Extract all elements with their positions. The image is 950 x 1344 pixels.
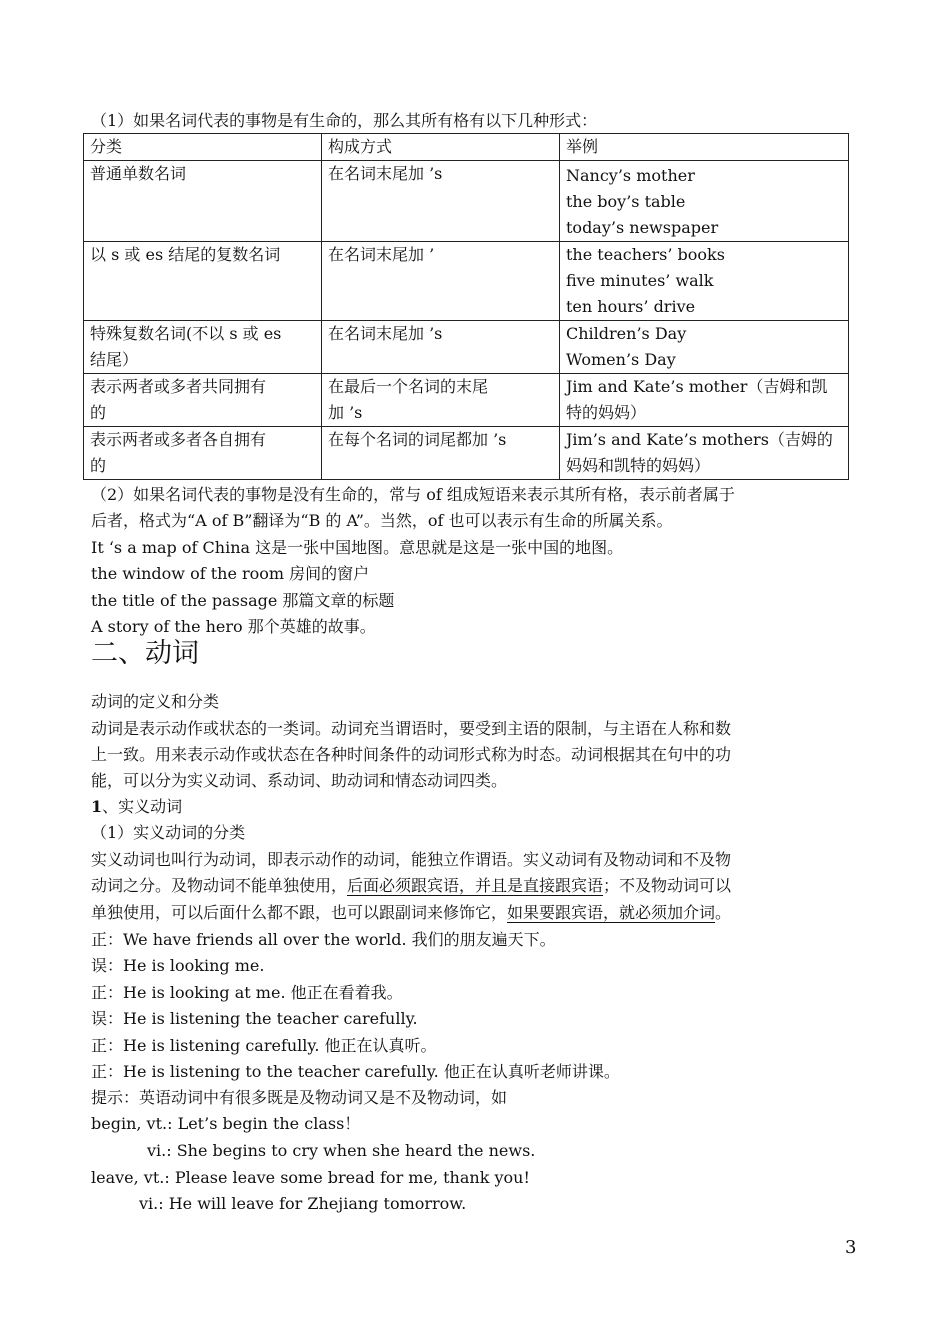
examples-cell: the teachers’ books five minutes’ walk ten hours’ drive — [560, 242, 849, 321]
examples-cell: Jim’s and Kate’s mothers（吉姆的 妈妈和凯特的妈妈） — [560, 427, 849, 480]
example-sentence: 正：He is looking at me. 他正在看着我。 — [91, 983, 403, 1002]
page-number: 3 — [845, 1237, 857, 1258]
example-sentence: It ‘s a map of China 这是一张中国地图。意思就是这是一张中国的地图。 — [91, 538, 624, 557]
paragraph-line — [91, 876, 731, 896]
header-examples: 举例 — [560, 134, 849, 161]
table-row — [84, 427, 849, 480]
paragraph-line — [91, 903, 731, 923]
example-sentence: begin, vt.: Let’s begin the class！ — [91, 1114, 361, 1133]
underlined-text: 后面必须跟宾语，并且是直接跟宾语 — [347, 876, 604, 895]
example-sentence: vi.: He will leave for Zhejiang tomorrow. — [139, 1194, 467, 1213]
subsection-subtitle: （1）实义动词的分类 — [91, 823, 246, 842]
text-span: ；不及物动词可以 — [603, 876, 732, 895]
example-sentence: A story of the hero 那个英雄的故事。 — [91, 617, 376, 636]
table-row — [84, 374, 849, 427]
table-header-row — [84, 134, 849, 161]
category-cell: 特殊复数名词(不以 s 或 es 结尾） — [84, 321, 322, 374]
example-sentence: vi.: She begins to cry when she heard the news. — [147, 1141, 536, 1160]
example-sentence: 正：He is listening carefully. 他正在认真听。 — [91, 1036, 437, 1055]
paragraph-line: 后者，格式为“A of B”翻译为“B 的 A”。当然，of 也可以表示有生命的所属关系。 — [91, 511, 673, 530]
method-cell: 在名词末尾加 ’s — [322, 321, 560, 374]
paragraph-line: 能，可以分为实义动词、系动词、助动词和情态动词四类。 — [91, 771, 508, 790]
example-sentence: 误：He is looking me. — [91, 956, 265, 975]
header-category: 分类 — [84, 134, 322, 161]
section-heading: 二、动词 — [91, 638, 199, 669]
method-cell: 在名词末尾加 ’ — [322, 242, 560, 321]
method-cell: 在名词末尾加 ’s — [322, 161, 560, 242]
text-span: 。 — [715, 903, 732, 922]
examples-cell: Nancy’s mother the boy’s table today’s newspaper — [560, 161, 849, 242]
paragraph-line: （2）如果名词代表的事物是没有生命的，常与 of 组成短语来表示其所有格，表示前者属于 — [91, 485, 735, 504]
text-span: 单独使用，可以后面什么都不跟，也可以跟副词来修饰它， — [91, 903, 508, 922]
tip-line: 提示：英语动词中有很多既是及物动词又是不及物动词，如 — [91, 1088, 508, 1107]
example-sentence: leave, vt.: Please leave some bread for me, thank you! — [91, 1168, 530, 1187]
underlined-text: 如果要跟宾语，就必须加介词 — [507, 903, 716, 922]
method-cell: 在每个名词的词尾都加 ’s — [322, 427, 560, 480]
example-sentence: 误：He is listening the teacher carefully. — [91, 1009, 418, 1028]
example-sentence: 正：He is listening to the teacher carefully. 他正在认真听老师讲课。 — [91, 1062, 620, 1081]
table-row — [84, 242, 849, 321]
text-span: 动词之分。及物动词不能单独使用， — [91, 876, 348, 895]
example-sentence: the title of the passage 那篇文章的标题 — [91, 591, 395, 610]
category-cell: 表示两者或多者各自拥有 的 — [84, 427, 322, 480]
possessive-table — [83, 133, 849, 480]
category-cell: 表示两者或多者共同拥有 的 — [84, 374, 322, 427]
subheading: 动词的定义和分类 — [91, 692, 220, 711]
table-row — [84, 161, 849, 242]
header-method: 构成方式 — [322, 134, 560, 161]
paragraph-line: 动词是表示动作或状态的一类词。动词充当谓语时，要受到主语的限制，与主语在人称和数 — [91, 719, 732, 738]
example-sentence: the window of the room 房间的窗户 — [91, 564, 370, 583]
subsection-label: 、实义动词 — [102, 797, 183, 816]
category-cell: 普通单数名词 — [84, 161, 322, 242]
examples-cell: Children’s Day Women’s Day — [560, 321, 849, 374]
subsection-number: 1 — [91, 797, 103, 816]
method-cell: 在最后一个名词的末尾 加 ’s — [322, 374, 560, 427]
category-cell: 以 s 或 es 结尾的复数名词 — [84, 242, 322, 321]
table-row — [84, 321, 849, 374]
subsection-title — [91, 797, 182, 817]
example-sentence: 正：We have friends all over the world. 我们的朋友遍天下。 — [91, 930, 556, 949]
paragraph-line: 上一致。用来表示动作或状态在各种时间条件的动词形式称为时态。动词根据其在句中的功 — [91, 745, 732, 764]
examples-cell: Jim and Kate’s mother（吉姆和凯 特的妈妈） — [560, 374, 849, 427]
paragraph-line: 实义动词也叫行为动词，即表示动作的动词，能独立作谓语。实义动词有及物动词和不及物 — [91, 850, 732, 869]
intro-line: （1）如果名词代表的事物是有生命的，那么其所有格有以下几种形式： — [91, 111, 598, 130]
